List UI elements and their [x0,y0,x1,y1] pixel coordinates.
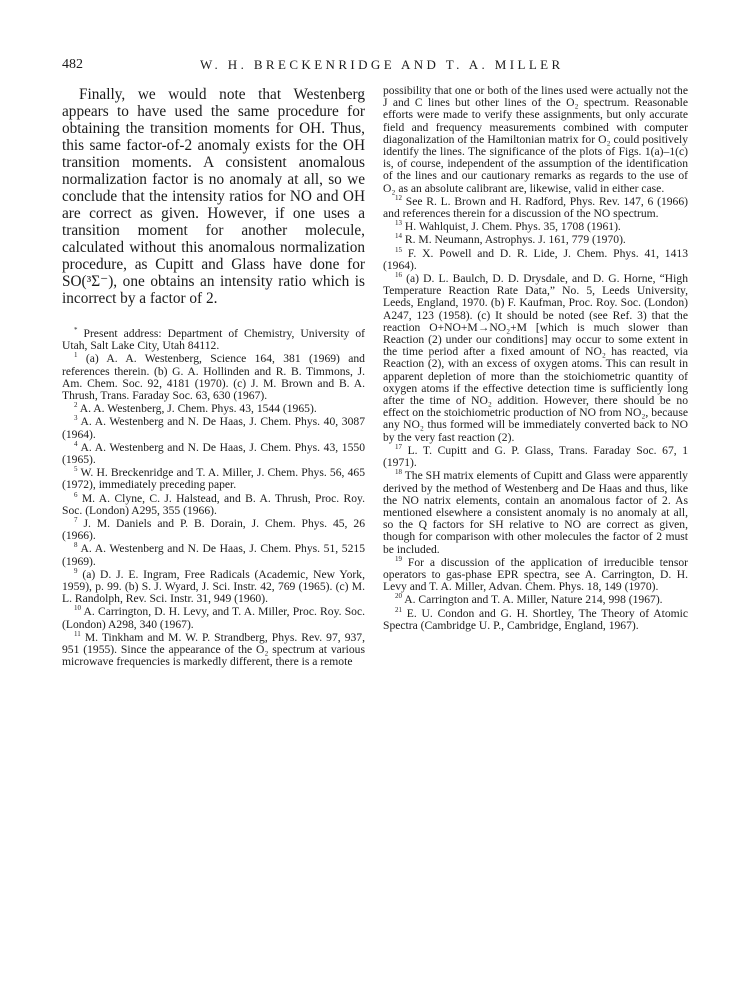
footnote-continuation: possibility that one or both of the lines used were actually not the J and C lines but other lines of the O₂ spectrum. Reasonable efforts were made to verify these assignments, but only accurate field and frequency measurements combined with computer diagonalization of the Hamiltonian matrix for O₂ could positively identify the lines. The significance of the plots of Figs. 1(a)–1(c) is, of course, independent of the assumption of the identification of the lines and our cautionary remarks as regards to the use of O₂ as an absolute calibrant are, likewise, valid in either case. [383,84,688,195]
footnote-text: A. A. Westenberg, J. Chem. Phys. 43, 1544 (1965). [79,402,317,416]
footnote [383,234,688,246]
footnote-text: M. A. Clyne, C. J. Halstead, and B. A. Thrush, Proc. Roy. Soc. (London) A295, 355 (1966). [62,491,365,517]
footnote-text: A. Carrington and T. A. Miller, Nature 214, 998 (1967). [404,593,663,607]
footnote-mark: 10 [74,604,81,613]
footnote-mark: 8 [74,541,78,550]
footnote-text: (a) D. J. E. Ingram, Free Radicals (Academic, New York, 1959), p. 99. (b) S. J. Wyard, J. Sci. Instr. 42, 769 (1965). (c) M. L. Randolph, Rev. Sci. Instr. 31, 949 (1960). [62,567,365,606]
footnote-mark: 3 [74,414,78,423]
footnote-text: The SH matrix elements of Cupitt and Glass were apparently derived by the method of Westenberg and De Haas and thus, like the NO natrix elements, contain an anomalous factor of 2. As mentioned elsewhere a consistent anomaly is no anomaly at all, so the Q factors for SH relative to NO are correct as given, though for comparison with other molecules the factor of 2 must be included. [383,469,688,556]
right-column [383,85,688,633]
footnote-mark: 5 [74,465,78,474]
footnote-text: E. U. Condon and G. H. Shortley, The Theory of Atomic Spectra (Cambridge U. P., Cambridge, England, 1967). [383,606,689,632]
footnote-text: A. A. Westenberg and N. De Haas, J. Chem. Phys. 43, 1550 (1965). [62,440,365,467]
footnote-text: See R. L. Brown and H. Radford, Phys. Rev. 147, 6 (1966) and references therein for a discussion of the NO spectrum. [383,194,688,221]
footnote [383,273,688,444]
footnote-text: A. A. Westenberg and N. De Haas, J. Chem. Phys. 51, 5215 (1969). [62,542,365,568]
footnote [62,328,365,352]
footnote-text: J. M. Daniels and P. B. Dorain, J. Chem. Phys. 45, 26 (1966). [62,517,365,543]
footnote [62,416,365,440]
footnotes-left [62,328,365,668]
footnote-mark: 1 [74,351,78,360]
footnote-mark: 21 [395,605,402,614]
footnote-mark: 14 [395,232,402,241]
footnote-mark: 2 [74,401,78,410]
footnote [383,245,688,272]
footnote [62,439,365,467]
footnote-mark: 19 [395,554,402,563]
footnote-mark: 16 [395,271,402,280]
footnote-text: L. T. Cupitt and G. P. Glass, Trans. Faraday Soc. 67, 1 (1971). [383,443,689,470]
footnote-text: (a) A. A. Westenberg, Science 164, 381 (1969) and references therein. (b) G. A. Hollinden and R. B. Timmons, J. Am. Chem. Soc. 92, 4181 (1970). (c) J. M. Brown and B. A. Thrush, Trans. Faraday Soc. 63, 630 (1967). [62,352,365,403]
footnote-mark: 18 [395,468,402,477]
footnote-mark: 12 [395,193,402,202]
footnote [383,193,688,221]
footnote [62,467,365,491]
footnote [62,569,365,606]
footnote-text: M. Tinkham and M. W. P. Strandberg, Phys. Rev. 97, 937, 951 (1955). Since the appearance of the O₂ spectrum at various microwave frequencies is markedly different, there is a remote [62,630,365,669]
footnote-text: For a discussion of the application of irreducible tensor operators to gas-phase EPR spectra, see A. Carrington, D. H. Levy and T. A. Miller, Advan. Chem. Phys. 18, 149 (1970). [383,555,688,594]
footnote-text: F. X. Powell and D. R. Lide, J. Chem. Phys. 41, 1413 (1964). [383,246,688,272]
footnote-text: Present address: Department of Chemistry, University of Utah, Salt Lake City, Utah 84112. [62,327,365,353]
footnote [383,594,688,606]
footnote-text: H. Wahlquist, J. Chem. Phys. 35, 1708 (1961). [404,220,621,234]
footnote-mark: * [74,326,78,335]
footnotes-right [383,85,688,632]
footnote-text: W. H. Breckenridge and T. A. Miller, J. Chem. Phys. 56, 465 (1972), immediately preceding paper. [62,466,365,492]
footnote-text: A. A. Westenberg and N. De Haas, J. Chem. Phys. 40, 3087 (1964). [62,415,365,441]
footnote-text: A. Carrington, D. H. Levy, and T. A. Miller, Proc. Roy. Soc. (London) A298, 340 (1967). [62,605,365,631]
footnote-mark: 7 [74,516,78,525]
footnote-mark: 6 [74,490,78,499]
footnote [62,353,365,402]
footnote [383,554,688,594]
footnote [62,632,365,669]
running-head: W. H. BRECKENRIDGE AND T. A. MILLER [200,57,564,72]
footnote [383,221,688,233]
footnote-mark: 20 [395,592,402,601]
footnote [383,470,688,555]
footnote-text: (a) D. L. Baulch, D. D. Drysdale, and D. G. Horne, “High Temperature Reaction Rate Data,” No. 5, Leeds University, Leeds, England, 1970. (b) F. Kaufman, Proc. Roy. Soc. (London) A247, 123 (1958). (c) It should be noted (see Ref. 3) that the reaction O+NO+M→NO₂+M [which is much slower than Reaction (2) under our conditions] may occur to some extent in the time period after a fixed amount of NO₂ has reacted, via Reaction (2), with an excess of oxygen atoms. This can result in apparent depletion of more than the stoichiometric quantity of oxygen atoms if the effective detection time is sufficiently long after the time of NO₂ addition. However, there should be no effect on the stoichiometric production of NO from NO₂, because any NO₂ thus formed will be immediately converted back to NO by the very fast reaction (2). [383,272,688,444]
footnote-mark: 17 [395,443,402,452]
footnote-text: R. M. Neumann, Astrophys. J. 161, 779 (1970). [404,233,626,247]
footnote [383,445,688,469]
footnote-mark: 13 [395,219,402,228]
footnote [62,518,365,542]
footnote [62,543,365,567]
footnote-mark: 9 [74,567,78,575]
footnote [62,490,365,517]
footnote [383,605,689,632]
footnote-mark: 4 [74,439,78,448]
footnote [62,403,365,415]
footnote [62,606,365,630]
page-number: 482 [62,57,83,72]
footnote-mark: 15 [395,245,402,254]
footnote-mark: 11 [74,630,81,639]
body-paragraph: Finally, we would note that Westenberg appears to have used the same procedure for obtaining the transition moments for OH. Thus, this same factor-of-2 anomaly exists for the OH transition moments. A consistent anomalous normalization factor is no anomaly at all, so we conclude that the intensity ratios for NO and OH are correct as given. However, if one uses a transition moment for another molecule, calculated without this anomalous normalization procedure, as Cupitt and Glass have done for SO(³Σ⁻), one obtains an intensity ratio which is incorrect by a factor of 2. [62,86,365,307]
left-column [62,84,365,669]
